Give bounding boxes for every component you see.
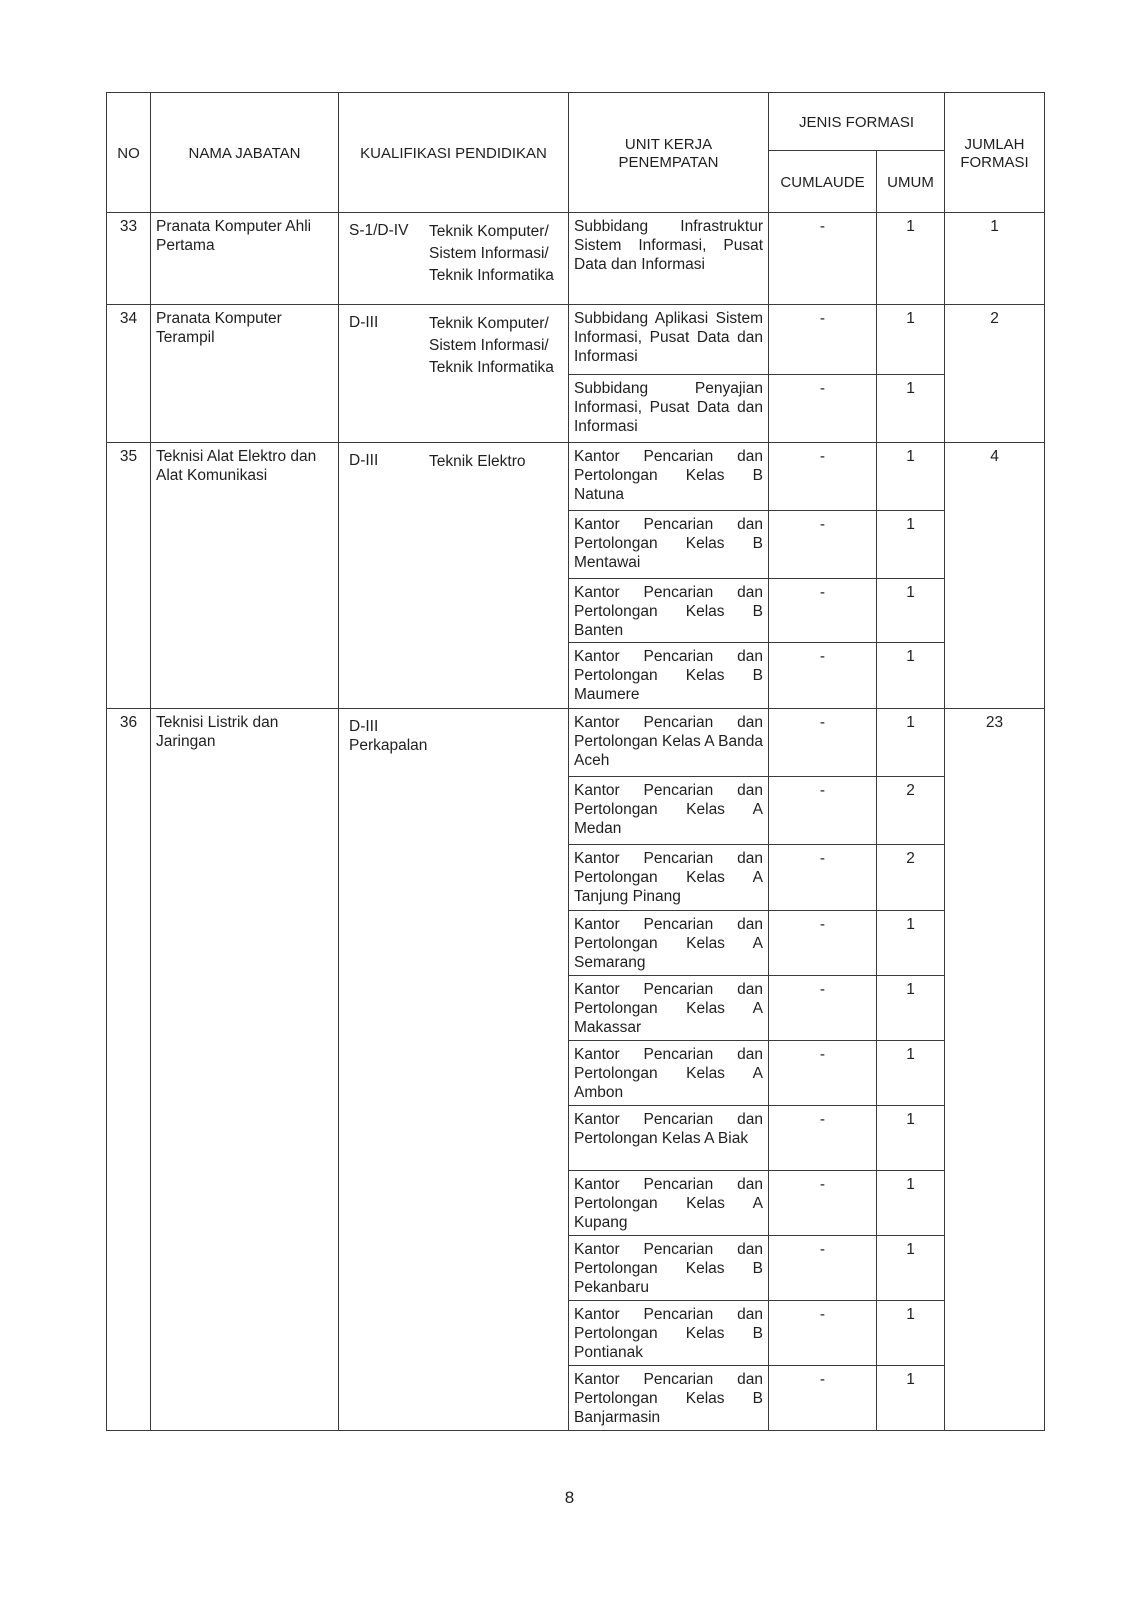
umum-value: 1 [877, 1301, 945, 1366]
jumlah-formasi-value: 23 [945, 709, 1045, 1431]
table-row [107, 443, 1045, 511]
jumlah-formasi-value: 4 [945, 443, 1045, 709]
unit-kerja: Kantor Pencarian dan Pertolongan Kelas A Tanjung Pinang [569, 845, 769, 911]
cumlaude-value: - [769, 1041, 877, 1106]
table-row [107, 213, 1045, 305]
education-major: Teknik Elektro [429, 453, 526, 470]
unit-kerja: Kantor Pencarian dan Pertolongan Kelas A Ambon [569, 1041, 769, 1106]
unit-kerja: Kantor Pencarian dan Pertolongan Kelas A Banda Aceh [569, 709, 769, 777]
umum-value: 1 [877, 375, 945, 443]
unit-kerja: Kantor Pencarian dan Pertolongan Kelas B Pontianak [569, 1301, 769, 1366]
umum-value: 1 [877, 1236, 945, 1301]
nama-jabatan: Teknisi Alat Elektro dan Alat Komunikasi [151, 443, 339, 709]
umum-value: 1 [877, 1366, 945, 1431]
nama-jabatan: Pranata Komputer Ahli Pertama [151, 213, 339, 305]
nama-jabatan: Pranata Komputer Terampil [151, 305, 339, 443]
unit-kerja: Kantor Pencarian dan Pertolongan Kelas B Banten [569, 579, 769, 643]
cumlaude-value: - [769, 305, 877, 375]
table-row [107, 305, 1045, 375]
umum-value: 1 [877, 976, 945, 1041]
unit-kerja: Kantor Pencarian dan Pertolongan Kelas B Natuna [569, 443, 769, 511]
umum-value: 2 [877, 845, 945, 911]
cumlaude-value: - [769, 911, 877, 976]
umum-value: 1 [877, 1041, 945, 1106]
unit-kerja: Subbidang Penyajian Informasi, Pusat Data dan Informasi [569, 375, 769, 443]
education-level: D-III [349, 452, 379, 469]
cumlaude-value: - [769, 511, 877, 579]
umum-value: 1 [877, 1171, 945, 1236]
unit-kerja: Subbidang Aplikasi Sistem Informasi, Pusat Data dan Informasi [569, 305, 769, 375]
umum-value: 1 [877, 911, 945, 976]
unit-kerja: Kantor Pencarian dan Pertolongan Kelas A Medan [569, 777, 769, 845]
header-umum: UMUM [877, 151, 945, 213]
table-row [107, 709, 1045, 777]
umum-value: 1 [877, 709, 945, 777]
cumlaude-value: - [769, 1171, 877, 1236]
nama-jabatan: Teknisi Listrik dan Jaringan [151, 709, 339, 1431]
formasi-table [106, 92, 1045, 1431]
header-cumlaude: CUMLAUDE [769, 151, 877, 213]
umum-value: 1 [877, 443, 945, 511]
cumlaude-value: - [769, 1366, 877, 1431]
cumlaude-value: - [769, 1106, 877, 1171]
row-number: 34 [107, 305, 151, 443]
umum-value: 1 [877, 213, 945, 305]
education-major: Teknik Komputer/ Sistem Informasi/ Teknik Informatika [429, 315, 554, 376]
cumlaude-value: - [769, 845, 877, 911]
row-number: 33 [107, 213, 151, 305]
header-unit-kerja: UNIT KERJA PENEMPATAN [569, 93, 769, 213]
umum-value: 1 [877, 1106, 945, 1171]
row-number: 36 [107, 709, 151, 1431]
cumlaude-value: - [769, 1301, 877, 1366]
cumlaude-value: - [769, 213, 877, 305]
education-level: D-III Perkapalan [349, 718, 428, 754]
unit-kerja: Subbidang Infrastruktur Sistem Informasi, Pusat Data dan Informasi [569, 213, 769, 305]
unit-kerja: Kantor Pencarian dan Pertolongan Kelas B Mentawai [569, 511, 769, 579]
cumlaude-value: - [769, 643, 877, 709]
cumlaude-value: - [769, 777, 877, 845]
jumlah-formasi-value: 2 [945, 305, 1045, 443]
kualifikasi-pendidikan [339, 443, 569, 709]
umum-value: 1 [877, 579, 945, 643]
unit-kerja: Kantor Pencarian dan Pertolongan Kelas A Biak [569, 1106, 769, 1171]
table-header [107, 93, 1045, 213]
cumlaude-value: - [769, 1236, 877, 1301]
cumlaude-value: - [769, 375, 877, 443]
unit-kerja: Kantor Pencarian dan Pertolongan Kelas A Semarang [569, 911, 769, 976]
education-major: Teknik Komputer/ Sistem Informasi/ Teknik Informatika [429, 223, 554, 284]
header-no: NO [107, 93, 151, 213]
unit-kerja: Kantor Pencarian dan Pertolongan Kelas A Kupang [569, 1171, 769, 1236]
header-jumlah-formasi: JUMLAH FORMASI [945, 93, 1045, 213]
cumlaude-value: - [769, 976, 877, 1041]
kualifikasi-pendidikan [339, 213, 569, 305]
unit-kerja: Kantor Pencarian dan Pertolongan Kelas B Pekanbaru [569, 1236, 769, 1301]
unit-kerja: Kantor Pencarian dan Pertolongan Kelas B Maumere [569, 643, 769, 709]
education-level: S-1/D-IV [349, 222, 409, 239]
umum-value: 2 [877, 777, 945, 845]
jumlah-formasi-value: 1 [945, 213, 1045, 305]
unit-kerja: Kantor Pencarian dan Pertolongan Kelas A Makassar [569, 976, 769, 1041]
header-kualifikasi: KUALIFIKASI PENDIDIKAN [339, 93, 569, 213]
education-level: D-III [349, 314, 379, 331]
education-major [454, 717, 559, 755]
unit-kerja: Kantor Pencarian dan Pertolongan Kelas B Banjarmasin [569, 1366, 769, 1431]
cumlaude-value: - [769, 709, 877, 777]
table-body [107, 213, 1045, 1431]
umum-value: 1 [877, 511, 945, 579]
umum-value: 1 [877, 305, 945, 375]
page-number: 8 [564, 1488, 575, 1507]
cumlaude-value: - [769, 579, 877, 643]
kualifikasi-pendidikan [339, 305, 569, 443]
header-jenis-formasi: JENIS FORMASI [769, 93, 945, 151]
header-nama-jabatan: NAMA JABATAN [151, 93, 339, 213]
kualifikasi-pendidikan [339, 709, 569, 1431]
cumlaude-value: - [769, 443, 877, 511]
row-number: 35 [107, 443, 151, 709]
umum-value: 1 [877, 643, 945, 709]
